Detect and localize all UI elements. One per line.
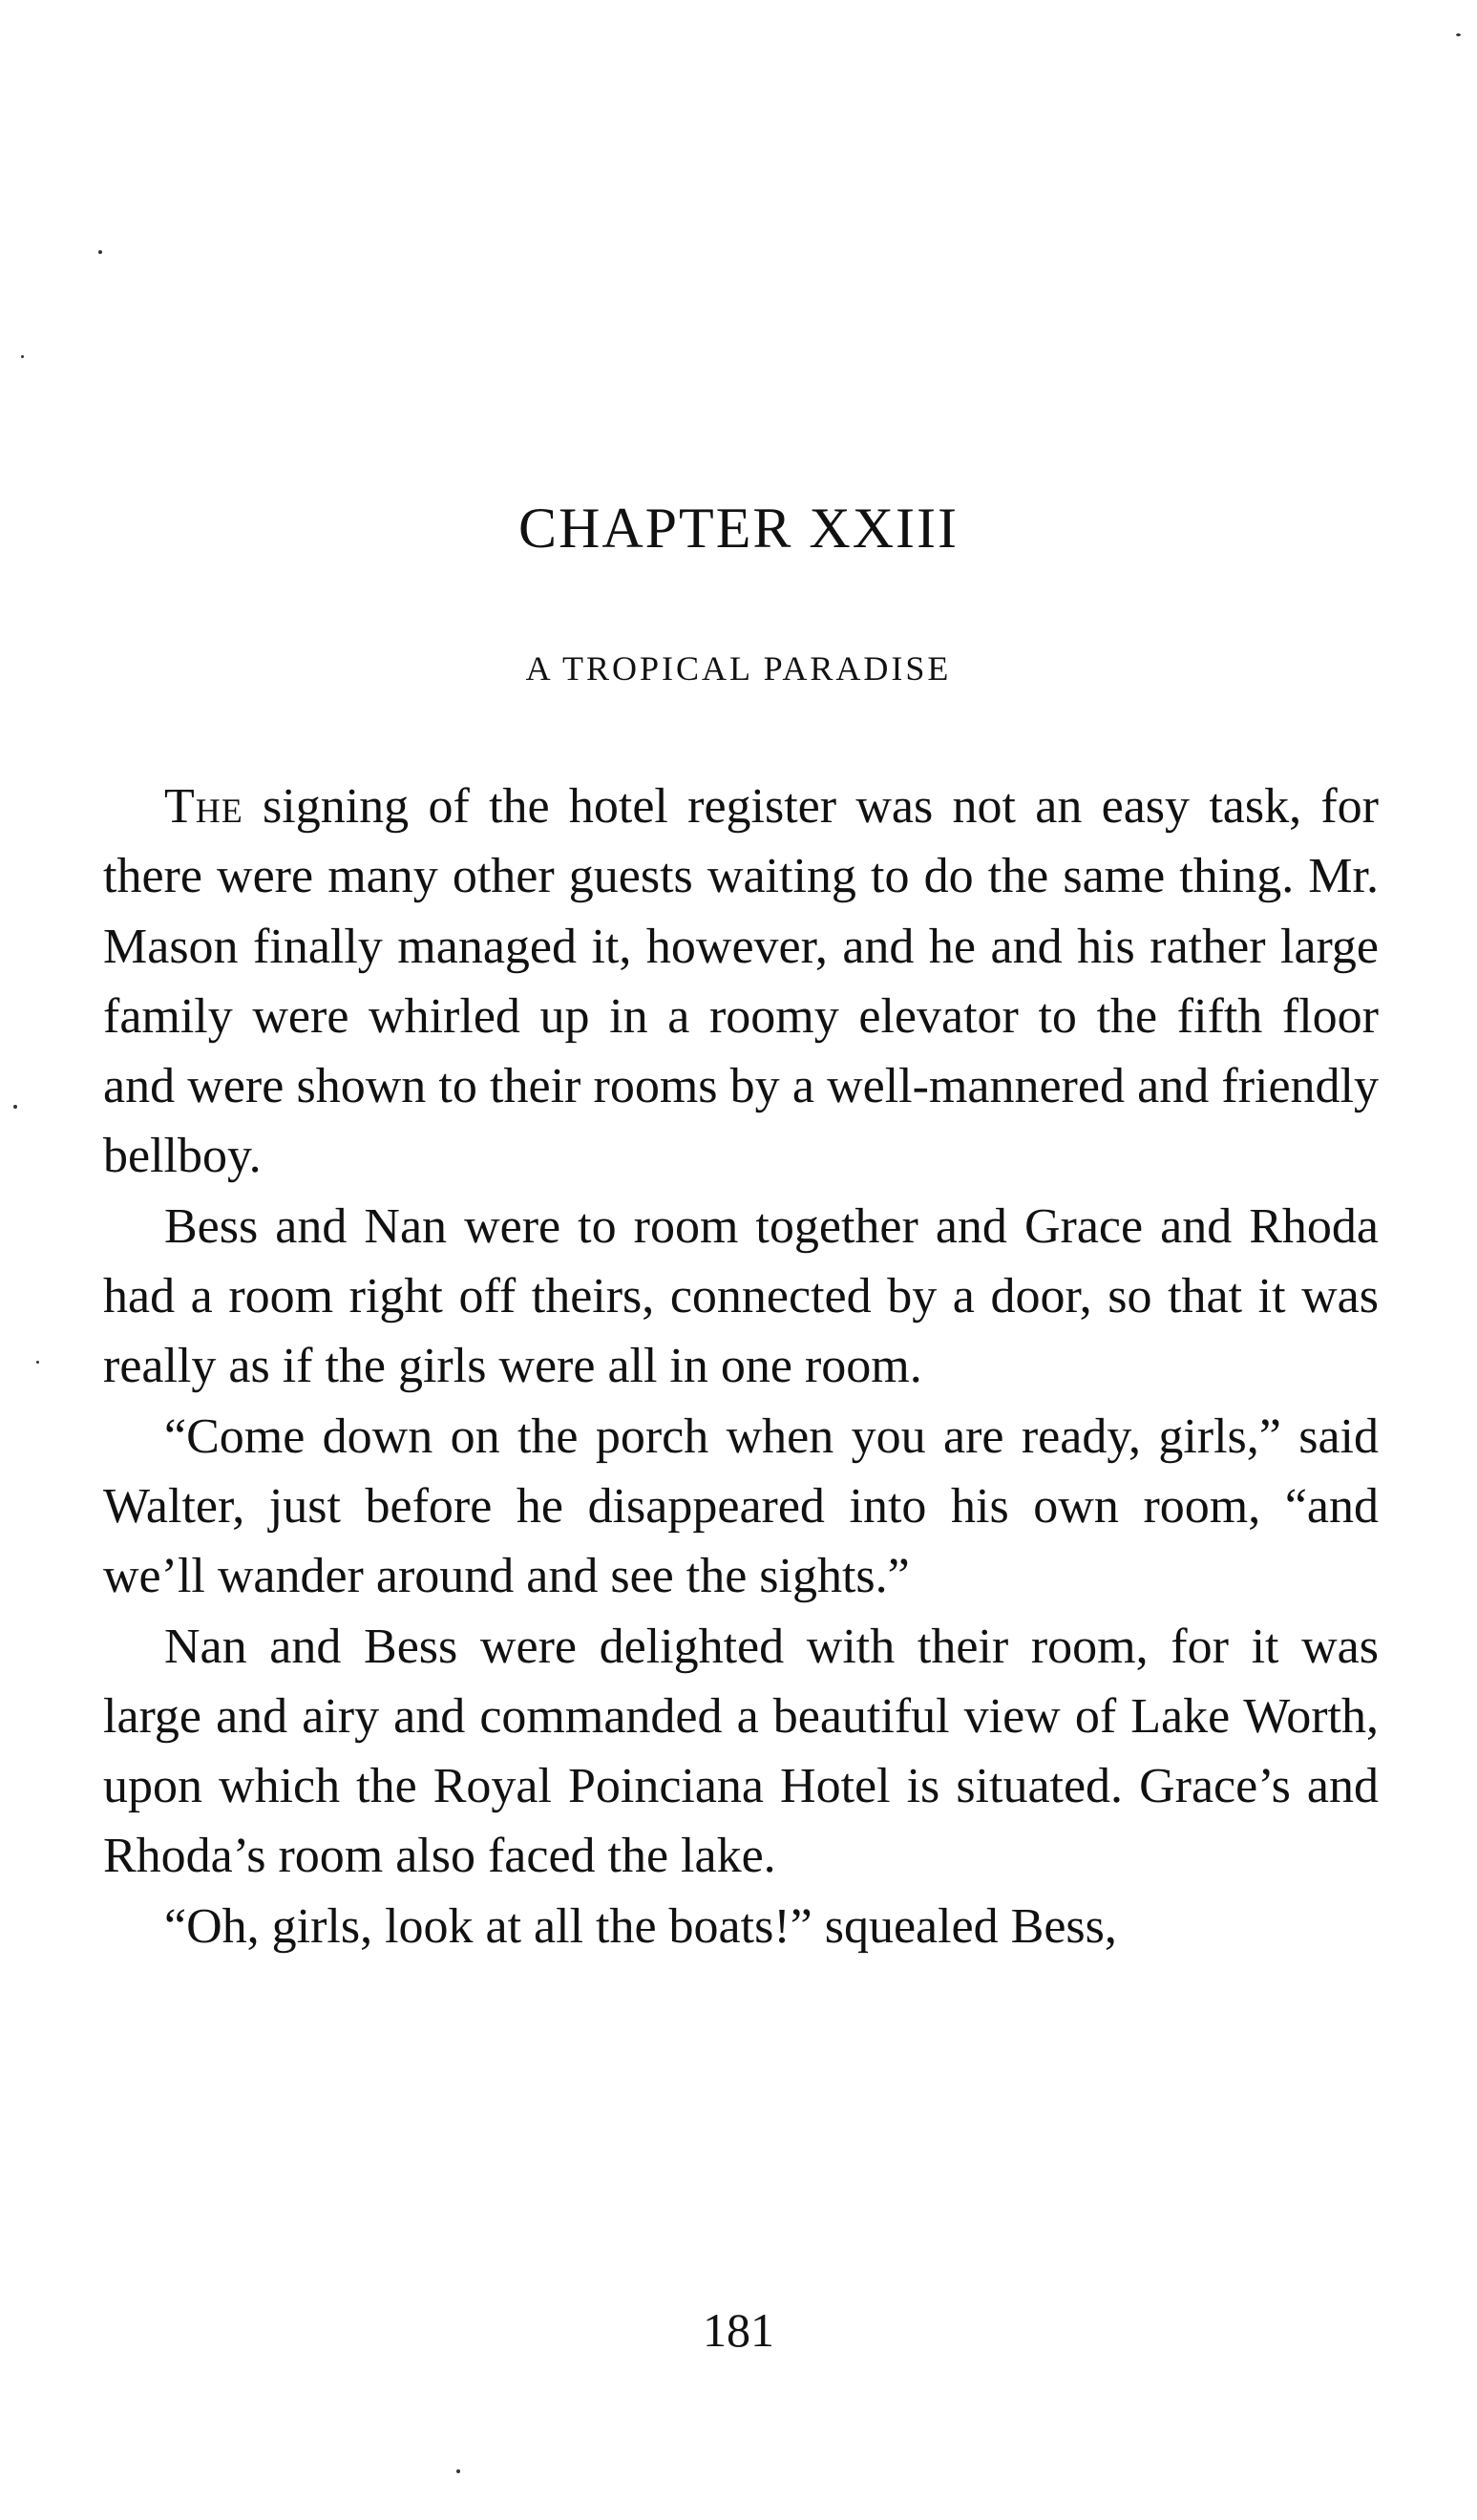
paragraph: Nan and Bess were delighted with their room, for it was large and airy and commanded a beautiful view of Lake Worth, upon which the Royal Poinciana Hotel is situated. Grace’s and Rhoda’s room also faced the lake. — [103, 1619, 1379, 1884]
ink-speck — [98, 250, 102, 254]
paragraph: “Oh, girls, look at all the boats!” squealed Bess, — [164, 1898, 1117, 1954]
paragraph: Bess and Nan were to room together and Grace and Rhoda had a room right off theirs, connected by a door, so that it was really as if the girls were all in one room. — [103, 1198, 1379, 1394]
chapter-body — [103, 772, 1379, 1961]
chapter-title: CHAPTER XXIII — [518, 497, 959, 560]
page-number: 181 — [703, 2303, 774, 2357]
paragraph — [103, 772, 1379, 1192]
lead-word: The — [164, 779, 243, 834]
ink-speck — [13, 1105, 17, 1109]
ink-speck — [456, 2469, 460, 2473]
ink-speck — [21, 355, 24, 358]
ink-speck — [36, 1361, 39, 1364]
ink-speck — [1456, 33, 1461, 36]
paragraph-text: signing of the hotel register was not an easy task, for there were many other guests waiting to do the same thing. Mr. Mason finally managed it, however, and he and his rather large family were whirled up in a roomy elevator to the fifth floor and were shown to their rooms by a well-mannered and friendly bellboy. — [103, 779, 1379, 1184]
paragraph: “Come down on the porch when you are ready, girls,” said Walter, just before he disappeared into his own room, “and we’ll wander around and see the sights.” — [103, 1408, 1379, 1604]
chapter-subtitle: A TROPICAL PARADISE — [525, 649, 952, 688]
